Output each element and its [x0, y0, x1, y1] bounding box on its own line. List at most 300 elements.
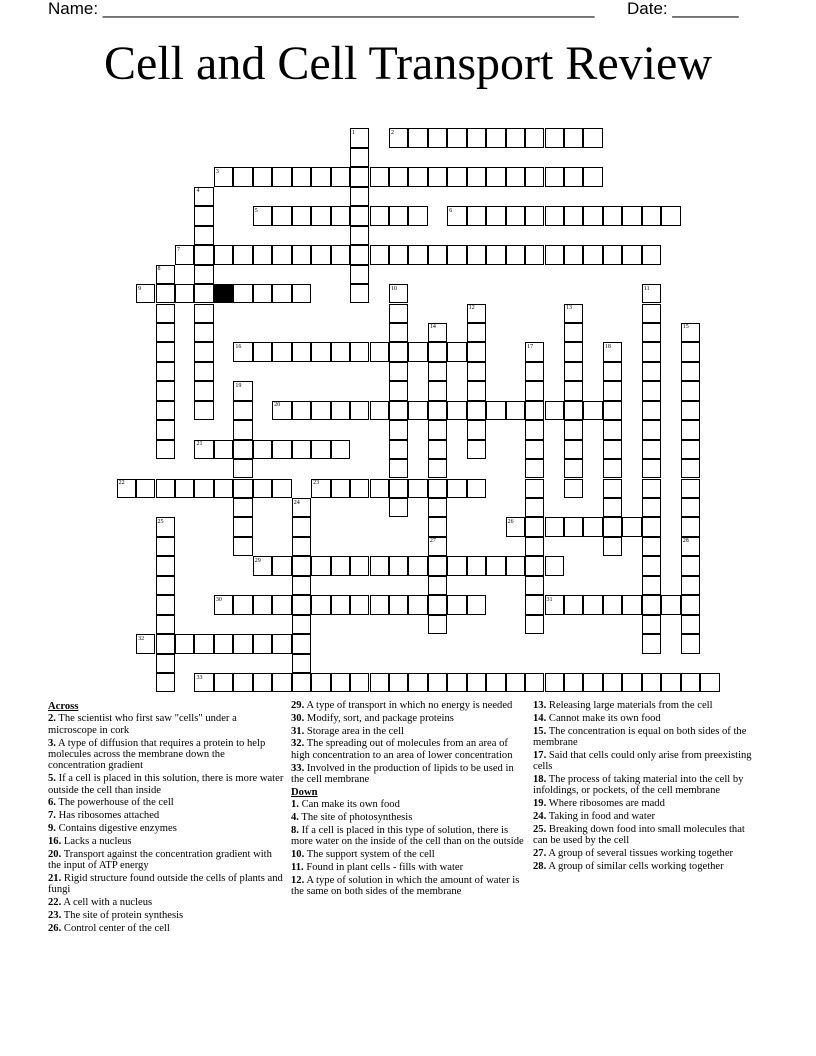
grid-cell[interactable] [428, 381, 447, 400]
grid-cell[interactable] [292, 517, 311, 536]
grid-cell[interactable] [447, 595, 466, 614]
grid-cell[interactable] [331, 167, 350, 186]
grid-cell[interactable] [370, 595, 389, 614]
grid-cell[interactable] [331, 673, 350, 692]
grid-cell[interactable] [292, 284, 311, 303]
grid-cell[interactable] [700, 673, 719, 692]
grid-cell[interactable] [545, 673, 564, 692]
grid-cell[interactable] [506, 206, 525, 225]
grid-cell[interactable] [525, 556, 544, 575]
grid-cell[interactable] [292, 634, 311, 653]
grid-cell[interactable] [642, 479, 661, 498]
grid-cell[interactable] [583, 401, 602, 420]
grid-cell[interactable] [603, 673, 622, 692]
grid-cell[interactable] [370, 479, 389, 498]
grid-cell[interactable] [642, 576, 661, 595]
grid-cell[interactable] [564, 420, 583, 439]
grid-cell[interactable] [467, 128, 486, 147]
grid-cell[interactable] [175, 479, 194, 498]
grid-cell[interactable] [642, 401, 661, 420]
grid-cell[interactable] [331, 556, 350, 575]
grid-cell[interactable] [214, 440, 233, 459]
grid-cell[interactable] [681, 517, 700, 536]
grid-cell[interactable] [603, 206, 622, 225]
grid-cell[interactable] [408, 167, 427, 186]
grid-cell[interactable] [233, 537, 252, 556]
grid-cell[interactable] [350, 167, 369, 186]
grid-cell[interactable] [389, 498, 408, 517]
grid-cell[interactable] [408, 556, 427, 575]
grid-cell[interactable] [156, 304, 175, 323]
grid-cell[interactable] [175, 634, 194, 653]
grid-cell[interactable] [272, 342, 291, 361]
grid-cell[interactable] [253, 479, 272, 498]
grid-cell[interactable] [311, 206, 330, 225]
grid-cell[interactable] [467, 245, 486, 264]
grid-cell[interactable] [272, 595, 291, 614]
grid-cell[interactable] [467, 556, 486, 575]
grid-cell[interactable] [350, 206, 369, 225]
grid-cell[interactable] [311, 556, 330, 575]
grid-cell[interactable] [603, 459, 622, 478]
grid-cell[interactable] [642, 304, 661, 323]
grid-cell[interactable] [350, 673, 369, 692]
grid-cell[interactable] [370, 167, 389, 186]
grid-cell[interactable] [292, 342, 311, 361]
grid-cell[interactable] [156, 556, 175, 575]
grid-cell[interactable] [156, 634, 175, 653]
grid-cell[interactable] [408, 595, 427, 614]
grid-cell[interactable] [156, 537, 175, 556]
grid-cell[interactable] [350, 342, 369, 361]
grid-cell[interactable] [681, 634, 700, 653]
grid-cell[interactable] [350, 284, 369, 303]
grid-cell[interactable] [389, 440, 408, 459]
grid-cell[interactable] [292, 537, 311, 556]
grid-cell[interactable] [622, 673, 641, 692]
grid-cell[interactable] [350, 479, 369, 498]
grid-cell[interactable] [486, 206, 505, 225]
grid-cell[interactable] [486, 556, 505, 575]
grid-cell[interactable] [331, 479, 350, 498]
grid-cell[interactable] [292, 167, 311, 186]
grid-cell[interactable] [156, 595, 175, 614]
grid-cell[interactable] [156, 323, 175, 342]
grid-cell[interactable] [467, 401, 486, 420]
grid-cell[interactable] [292, 654, 311, 673]
grid-cell[interactable] [681, 440, 700, 459]
grid-cell[interactable] [681, 556, 700, 575]
grid-cell[interactable] [428, 479, 447, 498]
grid-cell[interactable] [447, 167, 466, 186]
grid-cell[interactable] [389, 381, 408, 400]
grid-cell[interactable] [681, 595, 700, 614]
grid-cell[interactable] [525, 595, 544, 614]
grid-cell[interactable] [525, 381, 544, 400]
grid-cell[interactable] [428, 362, 447, 381]
grid-cell[interactable] [642, 517, 661, 536]
grid-cell[interactable] [564, 479, 583, 498]
grid-cell[interactable] [642, 459, 661, 478]
grid-cell[interactable] [661, 595, 680, 614]
grid-cell[interactable] [428, 401, 447, 420]
grid-cell[interactable] [661, 673, 680, 692]
grid-cell[interactable] [467, 479, 486, 498]
grid-cell[interactable] [389, 479, 408, 498]
grid-cell[interactable] [486, 245, 505, 264]
grid-cell[interactable] [272, 673, 291, 692]
grid-cell[interactable] [370, 342, 389, 361]
grid-cell[interactable] [545, 206, 564, 225]
grid-cell[interactable] [525, 576, 544, 595]
grid-cell[interactable] [272, 284, 291, 303]
grid-cell[interactable] [253, 673, 272, 692]
grid-cell[interactable] [331, 342, 350, 361]
grid-cell[interactable] [447, 401, 466, 420]
grid-cell[interactable] [525, 167, 544, 186]
grid-cell[interactable] [525, 420, 544, 439]
grid-cell[interactable] [389, 401, 408, 420]
grid-cell[interactable] [467, 420, 486, 439]
grid-cell[interactable] [486, 128, 505, 147]
grid-cell[interactable] [156, 576, 175, 595]
grid-cell[interactable] [642, 498, 661, 517]
grid-cell[interactable] [428, 342, 447, 361]
grid-cell[interactable] [467, 673, 486, 692]
grid-cell[interactable] [136, 479, 155, 498]
grid-cell[interactable] [350, 265, 369, 284]
grid-cell[interactable] [564, 245, 583, 264]
grid-cell[interactable] [525, 615, 544, 634]
grid-cell[interactable] [603, 440, 622, 459]
grid-cell[interactable] [681, 615, 700, 634]
grid-cell[interactable] [428, 595, 447, 614]
grid-cell[interactable] [233, 401, 252, 420]
grid-cell[interactable] [681, 342, 700, 361]
grid-cell[interactable] [681, 479, 700, 498]
grid-cell[interactable] [447, 245, 466, 264]
grid-cell[interactable] [564, 362, 583, 381]
grid-cell[interactable] [467, 206, 486, 225]
grid-cell[interactable] [214, 673, 233, 692]
grid-cell[interactable] [214, 245, 233, 264]
grid-cell[interactable] [156, 479, 175, 498]
grid-cell[interactable] [603, 517, 622, 536]
grid-cell[interactable] [311, 673, 330, 692]
grid-cell[interactable] [156, 342, 175, 361]
grid-cell[interactable] [350, 556, 369, 575]
grid-cell[interactable] [253, 167, 272, 186]
grid-cell[interactable] [389, 342, 408, 361]
grid-cell[interactable] [525, 362, 544, 381]
grid-cell[interactable] [642, 634, 661, 653]
grid-cell[interactable] [311, 440, 330, 459]
grid-cell[interactable] [564, 595, 583, 614]
grid-cell[interactable] [272, 206, 291, 225]
grid-cell[interactable] [603, 537, 622, 556]
grid-cell[interactable] [156, 654, 175, 673]
grid-cell[interactable] [428, 556, 447, 575]
grid-cell[interactable] [292, 440, 311, 459]
grid-cell[interactable] [681, 576, 700, 595]
grid-cell[interactable] [564, 206, 583, 225]
grid-cell[interactable] [408, 673, 427, 692]
grid-cell[interactable] [292, 556, 311, 575]
grid-cell[interactable] [194, 479, 213, 498]
grid-cell[interactable] [603, 479, 622, 498]
grid-cell[interactable] [272, 167, 291, 186]
grid-cell[interactable] [233, 498, 252, 517]
grid-cell[interactable] [486, 673, 505, 692]
grid-cell[interactable] [545, 128, 564, 147]
grid-cell[interactable] [389, 556, 408, 575]
grid-cell[interactable] [447, 556, 466, 575]
grid-cell[interactable] [428, 245, 447, 264]
grid-cell[interactable] [156, 401, 175, 420]
grid-cell[interactable] [661, 206, 680, 225]
grid-cell[interactable] [603, 381, 622, 400]
grid-cell[interactable] [311, 167, 330, 186]
grid-cell[interactable] [564, 401, 583, 420]
grid-cell[interactable] [525, 245, 544, 264]
grid-cell[interactable] [681, 673, 700, 692]
grid-cell[interactable] [389, 673, 408, 692]
grid-cell[interactable] [233, 517, 252, 536]
grid-cell[interactable] [447, 479, 466, 498]
grid-cell[interactable] [642, 245, 661, 264]
grid-cell[interactable] [156, 284, 175, 303]
grid-cell[interactable] [389, 206, 408, 225]
grid-cell[interactable] [486, 401, 505, 420]
grid-cell[interactable] [642, 342, 661, 361]
grid-cell[interactable] [214, 634, 233, 653]
grid-cell[interactable] [467, 440, 486, 459]
name-field-label[interactable]: Name: ____________________________________________________ [48, 0, 595, 18]
grid-cell[interactable] [428, 459, 447, 478]
grid-cell[interactable] [272, 479, 291, 498]
grid-cell[interactable] [272, 556, 291, 575]
grid-cell[interactable] [233, 167, 252, 186]
grid-cell[interactable] [506, 128, 525, 147]
grid-cell[interactable] [233, 440, 252, 459]
grid-cell[interactable] [370, 206, 389, 225]
grid-cell[interactable] [428, 576, 447, 595]
grid-cell[interactable] [467, 381, 486, 400]
grid-cell[interactable] [525, 206, 544, 225]
grid-cell[interactable] [408, 128, 427, 147]
grid-cell[interactable] [564, 167, 583, 186]
grid-cell[interactable] [292, 245, 311, 264]
grid-cell[interactable] [642, 420, 661, 439]
grid-cell[interactable] [331, 245, 350, 264]
grid-cell[interactable] [292, 206, 311, 225]
grid-cell[interactable] [350, 401, 369, 420]
grid-cell[interactable] [194, 265, 213, 284]
grid-cell[interactable] [447, 128, 466, 147]
grid-cell[interactable] [311, 245, 330, 264]
grid-cell[interactable] [389, 595, 408, 614]
grid-cell[interactable] [681, 459, 700, 478]
grid-cell[interactable] [525, 498, 544, 517]
grid-cell[interactable] [506, 556, 525, 575]
grid-cell[interactable] [525, 440, 544, 459]
grid-cell[interactable] [642, 206, 661, 225]
grid-cell[interactable] [428, 128, 447, 147]
grid-cell[interactable] [467, 595, 486, 614]
date-field-label[interactable]: Date: _______ [627, 0, 739, 18]
grid-cell[interactable] [175, 284, 194, 303]
grid-cell[interactable] [156, 440, 175, 459]
grid-cell[interactable] [506, 401, 525, 420]
grid-cell[interactable] [603, 420, 622, 439]
grid-cell[interactable] [311, 342, 330, 361]
grid-cell[interactable] [253, 440, 272, 459]
grid-cell[interactable] [214, 479, 233, 498]
grid-cell[interactable] [408, 206, 427, 225]
grid-cell[interactable] [253, 245, 272, 264]
grid-cell[interactable] [681, 420, 700, 439]
grid-cell[interactable] [583, 595, 602, 614]
grid-cell[interactable] [292, 401, 311, 420]
grid-cell[interactable] [428, 673, 447, 692]
grid-cell[interactable] [194, 245, 213, 264]
grid-cell[interactable] [350, 226, 369, 245]
grid-cell[interactable] [331, 401, 350, 420]
grid-cell[interactable] [525, 459, 544, 478]
grid-cell[interactable] [622, 517, 641, 536]
grid-cell[interactable] [370, 245, 389, 264]
grid-cell[interactable] [272, 440, 291, 459]
grid-cell[interactable] [681, 362, 700, 381]
grid-cell[interactable] [642, 440, 661, 459]
grid-cell[interactable] [389, 362, 408, 381]
grid-cell[interactable] [331, 595, 350, 614]
grid-cell[interactable] [428, 167, 447, 186]
grid-cell[interactable] [292, 576, 311, 595]
grid-cell[interactable] [194, 304, 213, 323]
grid-cell[interactable] [681, 401, 700, 420]
grid-cell[interactable] [292, 673, 311, 692]
grid-cell[interactable] [370, 556, 389, 575]
grid-cell[interactable] [156, 673, 175, 692]
grid-cell[interactable] [622, 595, 641, 614]
grid-cell[interactable] [233, 479, 252, 498]
grid-cell[interactable] [331, 206, 350, 225]
grid-cell[interactable] [389, 420, 408, 439]
grid-cell[interactable] [545, 401, 564, 420]
grid-cell[interactable] [370, 401, 389, 420]
grid-cell[interactable] [408, 479, 427, 498]
grid-cell[interactable] [525, 673, 544, 692]
grid-cell[interactable] [506, 245, 525, 264]
grid-cell[interactable] [642, 323, 661, 342]
grid-cell[interactable] [156, 615, 175, 634]
grid-cell[interactable] [447, 673, 466, 692]
grid-cell[interactable] [350, 595, 369, 614]
grid-cell[interactable] [525, 401, 544, 420]
grid-cell[interactable] [253, 284, 272, 303]
grid-cell[interactable] [583, 167, 602, 186]
grid-cell[interactable] [350, 245, 369, 264]
grid-cell[interactable] [642, 381, 661, 400]
grid-cell[interactable] [525, 128, 544, 147]
grid-cell[interactable] [583, 128, 602, 147]
grid-cell[interactable] [545, 556, 564, 575]
grid-cell[interactable] [564, 517, 583, 536]
grid-cell[interactable] [603, 401, 622, 420]
grid-cell[interactable] [233, 420, 252, 439]
grid-cell[interactable] [642, 556, 661, 575]
grid-cell[interactable] [467, 342, 486, 361]
grid-cell[interactable] [408, 342, 427, 361]
grid-cell[interactable] [486, 167, 505, 186]
grid-cell[interactable] [389, 167, 408, 186]
grid-cell[interactable] [506, 167, 525, 186]
grid-cell[interactable] [525, 537, 544, 556]
grid-cell[interactable] [194, 226, 213, 245]
grid-cell[interactable] [642, 595, 661, 614]
grid-cell[interactable] [253, 595, 272, 614]
grid-cell[interactable] [583, 245, 602, 264]
grid-cell[interactable] [583, 517, 602, 536]
grid-cell[interactable] [156, 381, 175, 400]
grid-cell[interactable] [253, 634, 272, 653]
grid-cell[interactable] [603, 498, 622, 517]
grid-cell[interactable] [467, 362, 486, 381]
grid-cell[interactable] [194, 381, 213, 400]
grid-cell[interactable] [622, 245, 641, 264]
grid-cell[interactable] [292, 615, 311, 634]
grid-cell[interactable] [194, 323, 213, 342]
grid-cell[interactable] [272, 634, 291, 653]
grid-cell[interactable] [564, 673, 583, 692]
grid-cell[interactable] [194, 284, 213, 303]
grid-cell[interactable] [564, 342, 583, 361]
grid-cell[interactable] [583, 206, 602, 225]
grid-cell[interactable] [681, 381, 700, 400]
grid-cell[interactable] [564, 459, 583, 478]
grid-cell[interactable] [525, 517, 544, 536]
grid-cell[interactable] [272, 245, 291, 264]
grid-cell[interactable] [622, 206, 641, 225]
grid-cell[interactable] [350, 148, 369, 167]
grid-cell[interactable] [194, 634, 213, 653]
grid-cell[interactable] [603, 595, 622, 614]
grid-cell[interactable] [233, 459, 252, 478]
grid-cell[interactable] [564, 128, 583, 147]
grid-cell[interactable] [642, 673, 661, 692]
grid-cell[interactable] [603, 362, 622, 381]
grid-cell[interactable] [156, 420, 175, 439]
grid-cell[interactable] [253, 342, 272, 361]
grid-cell[interactable] [311, 595, 330, 614]
grid-cell[interactable] [194, 342, 213, 361]
grid-cell[interactable] [408, 245, 427, 264]
grid-cell[interactable] [603, 245, 622, 264]
grid-cell[interactable] [389, 304, 408, 323]
grid-cell[interactable] [370, 673, 389, 692]
grid-cell[interactable] [389, 459, 408, 478]
grid-cell[interactable] [428, 420, 447, 439]
grid-cell[interactable] [389, 323, 408, 342]
grid-cell[interactable] [467, 323, 486, 342]
grid-cell[interactable] [194, 401, 213, 420]
grid-cell[interactable] [506, 673, 525, 692]
grid-cell[interactable] [428, 440, 447, 459]
grid-cell[interactable] [311, 401, 330, 420]
grid-cell[interactable] [233, 673, 252, 692]
grid-cell[interactable] [350, 187, 369, 206]
